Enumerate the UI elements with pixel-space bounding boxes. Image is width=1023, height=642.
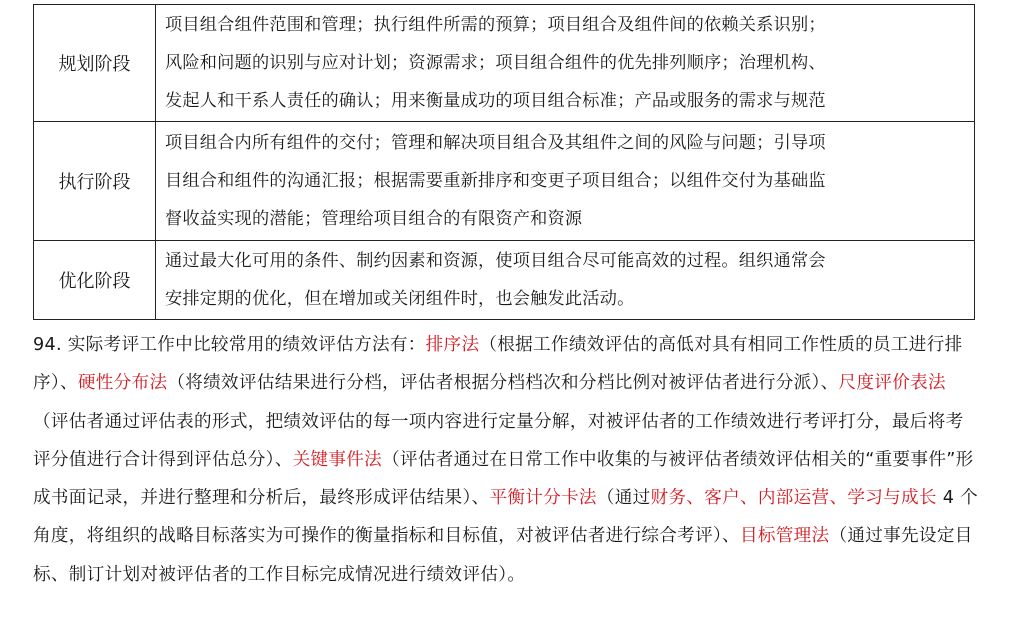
description-line: 目组合和组件的沟通汇报；根据需要重新排序和变更子项目组合；以组件交付为基础监 <box>165 171 826 191</box>
method-description: 4 个角度，将组织的战略目标落实为可操作的衡量指标和目标值，对被评估者进行综合考评）、 <box>33 488 979 547</box>
table-row <box>34 122 975 241</box>
stage-description-cell <box>156 241 975 320</box>
description-line: 督收益实现的潜能；管理给项目组合的有限资产和资源 <box>165 209 583 229</box>
method-description: （评估者通过评估表的形式，把绩效评估的每一项内容进行定量分解，对被评估者的工作绩效进行考评打分，最后将考评分值进行合计得到评估总分）、 <box>33 411 964 470</box>
scorecard-perspectives: 财务、客户、内部运营、学习与成长 <box>650 488 937 509</box>
table-row <box>34 241 975 320</box>
description-line: 项目组合内所有组件的交付；管理和解决项目组合及其组件之间的风险与问题；引导项 <box>165 133 826 153</box>
method-description: （通过 <box>596 488 651 509</box>
stage-name-cell: 执行阶段 <box>34 122 156 241</box>
method-description: （通过事先设定目标、制订计划对被评估者的工作目标完成情况进行绩效评估）。 <box>33 526 973 585</box>
method-critical-incident: 关键事件法 <box>292 449 383 470</box>
description-line: 安排定期的优化，但在增加或关闭组件时，也会触发此活动。 <box>165 289 635 309</box>
method-balanced-scorecard: 平衡计分卡法 <box>489 488 597 509</box>
method-ranking: 排序法 <box>425 335 480 355</box>
table-row <box>34 5 975 122</box>
description-line: 通过最大化可用的条件、制约因素和资源，使项目组合尽可能高效的过程。组织通常会 <box>165 251 826 271</box>
method-mbo: 目标管理法 <box>739 526 830 547</box>
method-rating-scale: 尺度评价表法 <box>838 373 946 394</box>
method-description: （评估者通过在日常工作中收集的与被评估者绩效评估相关的“重要事件”形成书面记录，并进行整理和分析后，最终形成评估结果）、 <box>33 449 974 509</box>
portfolio-stage-table <box>33 4 975 320</box>
stage-description-cell <box>156 5 975 122</box>
description-line: 风险和问题的识别与应对计划；资源需求；项目组合组件的优先排列顺序；治理机构、 <box>165 53 826 73</box>
method-description: （将绩效评估结果进行分档，评估者根据分档档次和分档比例对被评估者进行分派）、 <box>167 373 839 394</box>
stage-name-cell: 规划阶段 <box>34 5 156 122</box>
method-forced-distribution: 硬性分布法 <box>77 373 168 394</box>
method-description: （根据工作绩效评估的高低对具有相同工作性质的员工进行排序）、 <box>33 335 963 394</box>
description-line: 发起人和干系人责任的确认；用来衡量成功的项目组合标准；产品或服务的需求与规范 <box>165 91 826 111</box>
description-line: 项目组合组件范围和管理；执行组件所需的预算；项目组合及组件间的依赖关系识别； <box>165 15 826 35</box>
stage-name-cell: 优化阶段 <box>34 241 156 320</box>
question-intro: 94. 实际考评工作中比较常用的绩效评估方法有： <box>33 335 426 355</box>
question-94-paragraph <box>33 326 981 594</box>
stage-description-cell <box>156 122 975 241</box>
